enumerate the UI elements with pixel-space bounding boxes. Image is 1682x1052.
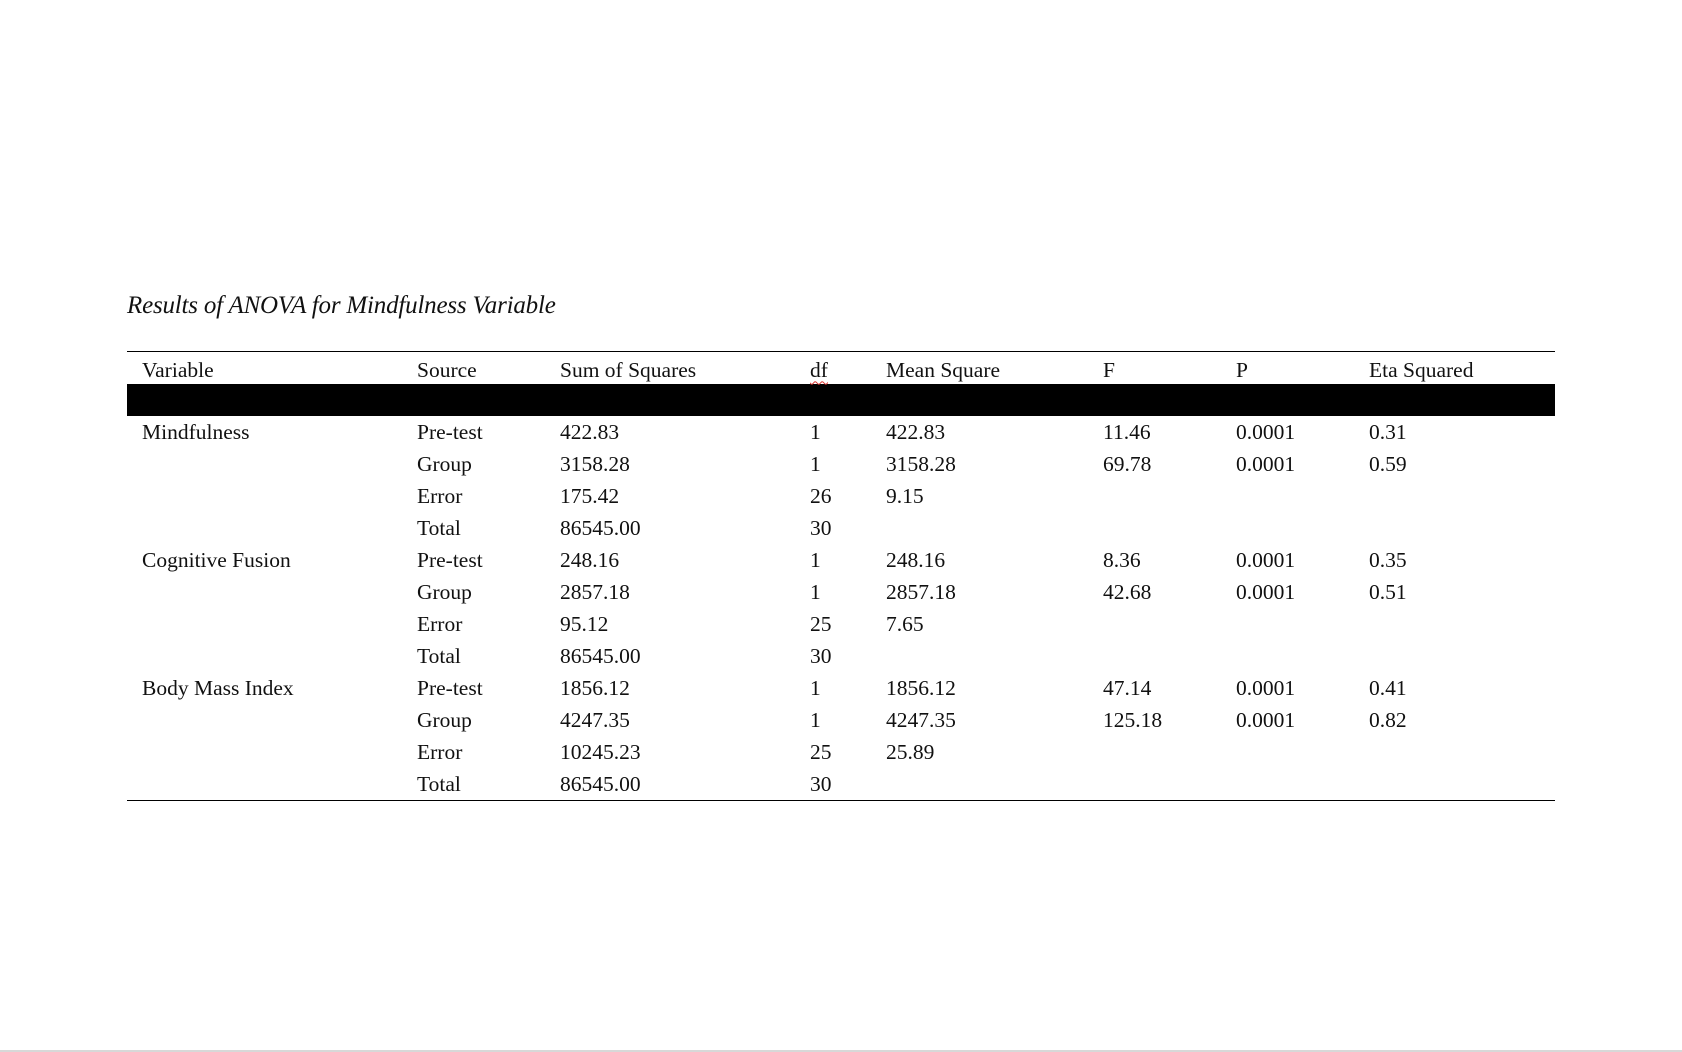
header-sum-of-squares: Sum of Squares [560,357,697,382]
cell-sum-of-squares: 86545.00 [560,515,641,540]
cell-eta-squared: 0.82 [1369,707,1407,732]
cell-p: 0.0001 [1236,547,1296,572]
cell-df: 25 [810,739,832,764]
header-df [810,352,886,384]
cell-f: 125.18 [1103,707,1163,732]
cell-sum-of-squares: 1856.12 [560,675,630,700]
cell-source: Total [417,771,461,796]
cell-variable [127,608,417,640]
cell-f [1103,640,1236,672]
cell-df: 1 [810,579,821,604]
cell-p [1236,640,1369,672]
header-df-label: df [810,357,828,382]
cell-p [1236,736,1369,768]
cell-sum-of-squares: 95.12 [560,611,609,636]
table-row [127,736,1555,768]
cell-sum-of-squares: 422.83 [560,419,620,444]
cell-source: Error [417,739,463,764]
header-f: F [1103,357,1115,382]
cell-mean-square: 1856.12 [886,675,956,700]
cell-sum-of-squares: 2857.18 [560,579,630,604]
cell-mean-square: 7.65 [886,611,924,636]
cell-source: Pre-test [417,419,483,444]
cell-eta-squared [1369,608,1555,640]
table-bottom-rule [127,800,1555,801]
cell-f [1103,736,1236,768]
cell-f [1103,512,1236,544]
cell-eta-squared [1369,512,1555,544]
cell-variable [127,704,417,736]
cell-eta-squared: 0.59 [1369,451,1407,476]
table-row [127,544,1555,576]
cell-f: 8.36 [1103,547,1141,572]
cell-mean-square [886,640,1103,672]
cell-eta-squared [1369,736,1555,768]
cell-variable: Body Mass Index [142,675,294,700]
cell-f: 11.46 [1103,419,1151,444]
table-row [127,672,1555,704]
cell-df: 26 [810,483,832,508]
cell-variable [127,576,417,608]
cell-p [1236,480,1369,512]
cell-eta-squared: 0.35 [1369,547,1407,572]
anova-table-container [127,351,1555,801]
cell-f [1103,480,1236,512]
cell-f [1103,608,1236,640]
cell-eta-squared: 0.51 [1369,579,1407,604]
cell-p [1236,768,1369,800]
cell-f: 42.68 [1103,579,1152,604]
cell-eta-squared [1369,480,1555,512]
table-row [127,416,1555,448]
cell-p: 0.0001 [1236,451,1296,476]
cell-df: 1 [810,675,821,700]
cell-mean-square [886,768,1103,800]
cell-source: Pre-test [417,675,483,700]
cell-f: 47.14 [1103,675,1152,700]
cell-source: Group [417,579,472,604]
table-row [127,480,1555,512]
table-row [127,768,1555,800]
cell-eta-squared [1369,640,1555,672]
cell-variable [127,512,417,544]
table-caption: Results of ANOVA for Mindfulness Variable [127,292,556,319]
anova-table [127,352,1555,800]
cell-f [1103,768,1236,800]
cell-df: 30 [810,515,832,540]
table-row [127,608,1555,640]
cell-sum-of-squares: 4247.35 [560,707,630,732]
cell-variable [127,448,417,480]
cell-df: 1 [810,419,821,444]
cell-variable [127,768,417,800]
header-eta-squared: Eta Squared [1369,357,1474,382]
table-body [127,416,1555,800]
header-mean-square: Mean Square [886,357,1001,382]
table-row [127,512,1555,544]
table-row [127,448,1555,480]
cell-variable: Cognitive Fusion [142,547,291,572]
cell-mean-square: 422.83 [886,419,946,444]
cell-p: 0.0001 [1236,579,1296,604]
cell-p: 0.0001 [1236,419,1296,444]
cell-eta-squared: 0.31 [1369,419,1407,444]
cell-variable [127,640,417,672]
cell-variable [127,736,417,768]
cell-variable: Mindfulness [142,419,250,444]
cell-p: 0.0001 [1236,707,1296,732]
table-row [127,704,1555,736]
cell-p [1236,512,1369,544]
cell-df: 1 [810,707,821,732]
header-variable: Variable [142,357,214,382]
cell-mean-square [886,512,1103,544]
cell-mean-square: 3158.28 [886,451,956,476]
cell-mean-square: 2857.18 [886,579,956,604]
cell-variable [127,480,417,512]
cell-sum-of-squares: 10245.23 [560,739,641,764]
header-rule-row [127,384,1555,416]
cell-df: 1 [810,547,821,572]
cell-source: Total [417,515,461,540]
cell-eta-squared [1369,768,1555,800]
cell-mean-square: 248.16 [886,547,946,572]
cell-sum-of-squares: 86545.00 [560,771,641,796]
cell-mean-square: 25.89 [886,739,935,764]
cell-df: 25 [810,611,832,636]
cell-eta-squared: 0.41 [1369,675,1407,700]
header-bottom-rule [127,384,1555,416]
cell-sum-of-squares: 86545.00 [560,643,641,668]
cell-source: Error [417,611,463,636]
cell-source: Pre-test [417,547,483,572]
cell-source: Group [417,451,472,476]
cell-source: Error [417,483,463,508]
cell-df: 30 [810,771,832,796]
cell-mean-square: 4247.35 [886,707,956,732]
header-p: P [1236,357,1248,382]
cell-sum-of-squares: 248.16 [560,547,620,572]
cell-sum-of-squares: 175.42 [560,483,620,508]
cell-mean-square: 9.15 [886,483,924,508]
cell-p: 0.0001 [1236,675,1296,700]
cell-f: 69.78 [1103,451,1152,476]
cell-sum-of-squares: 3158.28 [560,451,630,476]
cell-df: 30 [810,643,832,668]
table-header-row [127,352,1555,384]
table-row [127,576,1555,608]
cell-p [1236,608,1369,640]
cell-df: 1 [810,451,821,476]
table-row [127,640,1555,672]
header-source: Source [417,357,477,382]
cell-source: Group [417,707,472,732]
cell-source: Total [417,643,461,668]
